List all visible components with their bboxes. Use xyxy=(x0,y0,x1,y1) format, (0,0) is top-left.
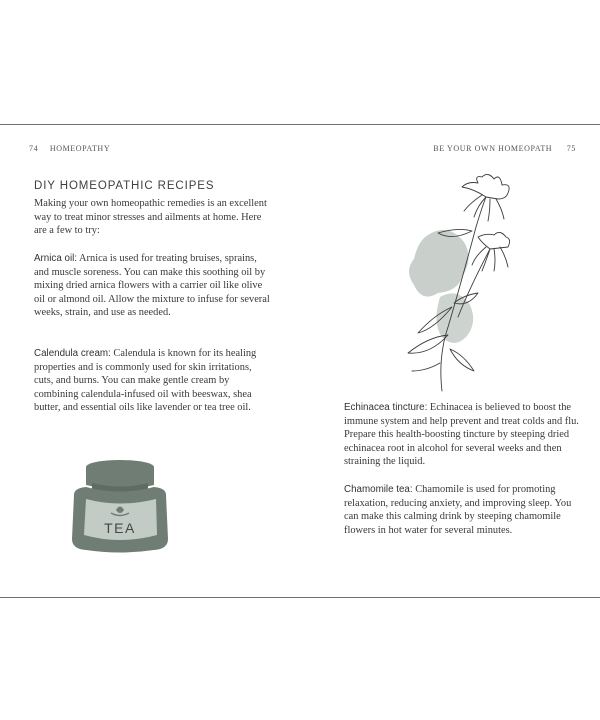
echinacea-text: Echinacea is believed to boost the immune system and help prevent and treat colds and flu. Prepare this health-boosting tincture by steeping dried echinacea root in alcohol for several weeks and then straining the liquid. xyxy=(344,402,579,468)
book-spread xyxy=(0,124,600,598)
chamomile-text: Chamomile is used for promoting relaxation, reducing anxiety, and improving sleep. You can make this calming drink by steeping chamomile flowers in hot water for several minutes. xyxy=(344,484,572,536)
calendula-paragraph xyxy=(34,347,264,415)
calendula-term: Calendula cream: xyxy=(34,348,111,359)
right-running-head: BE YOUR OWN HOMEOPATH xyxy=(433,144,553,153)
tea-jar-illustration xyxy=(64,455,176,555)
echinacea-term: Echinacea tincture: xyxy=(344,402,428,413)
section-heading: DIY HOMEOPATHIC RECIPES xyxy=(34,180,215,192)
intro-paragraph: Making your own homeopathic remedies is an excellent way to treat minor stresses and ailments at home. Here are a few to try: xyxy=(34,198,267,237)
arnica-term: Arnica oil: xyxy=(34,253,78,264)
chamomile-term: Chamomile tea: xyxy=(344,484,413,495)
arnica-text: Arnica is used for treating bruises, sprains, and muscle soreness. You can make this soothing oil by mixing dried arnica flowers with a carrier oil like olive oil or almond oil. Allow the mixture to infuse for several weeks, strain, and use as needed. xyxy=(34,253,270,319)
echinacea-flower-illustration xyxy=(378,167,518,393)
left-page-number: 74 xyxy=(29,144,39,153)
arnica-paragraph xyxy=(34,252,271,320)
echinacea-paragraph xyxy=(344,401,584,469)
right-page-number: 75 xyxy=(566,144,576,153)
left-running-head: HOMEOPATHY xyxy=(49,144,111,153)
left-page-header xyxy=(29,144,110,153)
tea-label: TEA xyxy=(104,520,136,536)
chamomile-paragraph xyxy=(344,483,576,537)
right-page-header xyxy=(433,144,576,153)
calendula-text: Calendula is known for its healing properties and is commonly used for skin irritations, cuts, and burns. You can make gentle cream by combining calendula-infused oil with beeswax, shea butter, and essential oils like lavender or tea tree oil. xyxy=(34,348,257,414)
